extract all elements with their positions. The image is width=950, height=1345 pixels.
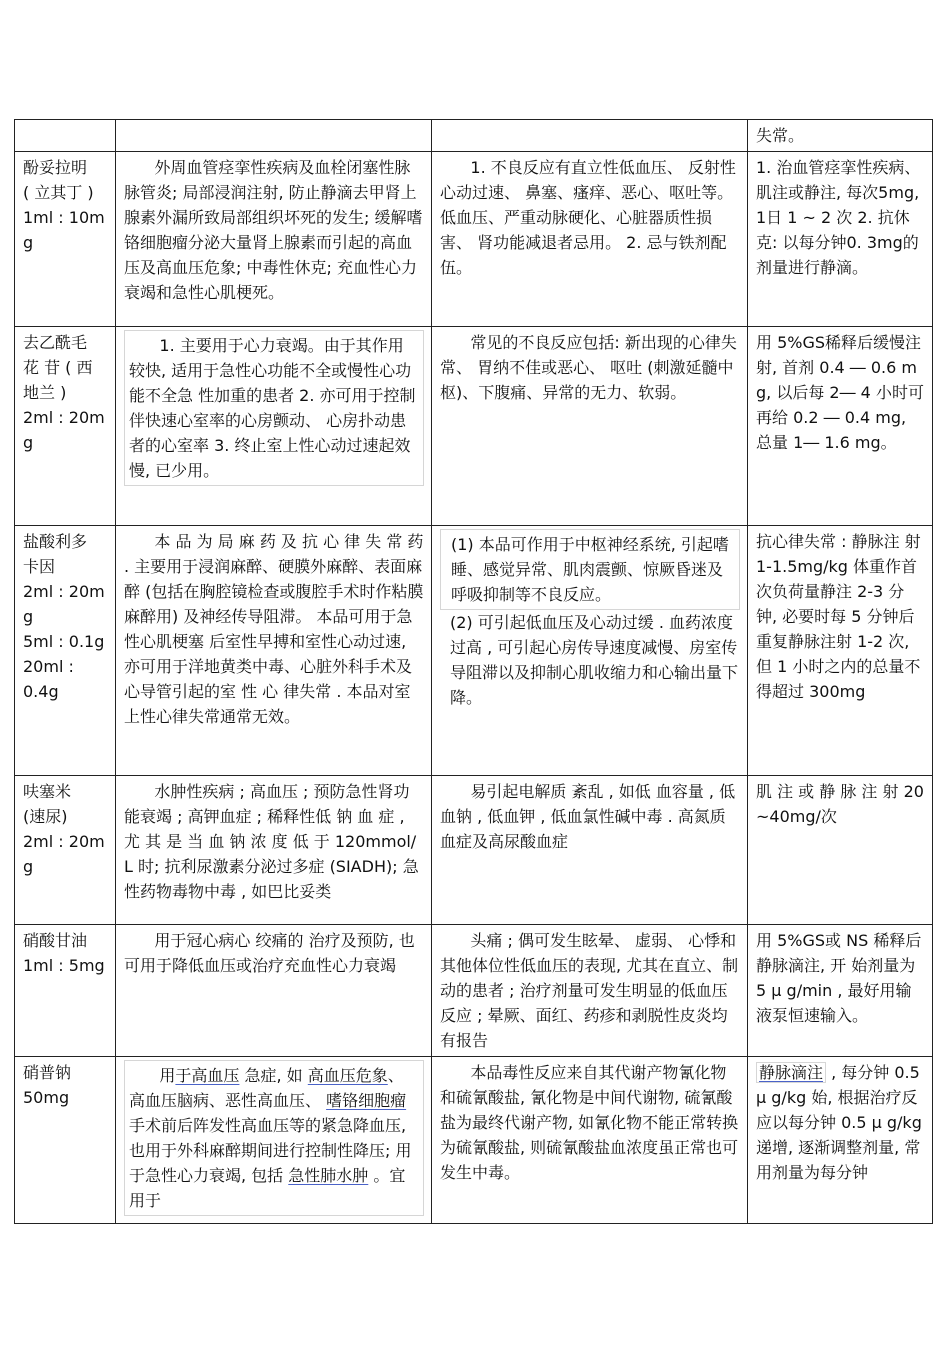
table-row xyxy=(15,152,933,327)
dosage-cell xyxy=(748,776,933,925)
drug-spec: 50mg xyxy=(23,1088,70,1107)
drug-spec: 2ml : 20mg xyxy=(23,408,105,452)
table-row xyxy=(15,1057,933,1224)
hyperlink-term[interactable]: 嗜铬细胞瘤 xyxy=(326,1091,407,1110)
drug-alias: (速尿) xyxy=(23,807,68,826)
drug-alias: 地兰 ) xyxy=(23,383,67,402)
drug-name: 酚妥拉明 xyxy=(23,158,88,177)
drug-name: 硝酸甘油 xyxy=(23,931,88,950)
hyperlink-term[interactable]: 高血压危象 xyxy=(307,1066,388,1085)
drug-name-cell xyxy=(15,1057,116,1224)
adverse-text: 易引起电解质 紊乱 , 如低 血容量 , 低血钠 , 低血钾 , 低血氯性碱中毒 . 高氮质血症及高尿酸血症 xyxy=(440,782,736,851)
drug-name-cell xyxy=(15,152,116,327)
text-segment: 、高血压脑病、恶性高血压、 xyxy=(129,1066,404,1110)
drug-name: 卡因 xyxy=(23,557,56,576)
indication-cell xyxy=(116,776,432,925)
indication-cell xyxy=(116,1057,432,1224)
text-segment: , 每分钟 0.5 μ g/kg 始, 根据治疗反应以每分钟 0.5 μ g/kg 递增, 逐渐调整剂量, 常用剂量为每分钟 xyxy=(756,1063,922,1182)
text-segment: 用 xyxy=(159,1066,176,1085)
indication-cell xyxy=(116,120,432,152)
drug-name-cell xyxy=(15,776,116,925)
drug-spec: 1ml : 5mg xyxy=(23,956,105,975)
drug-spec: 0.4g xyxy=(23,682,59,701)
indication-text: 用于冠心病心 绞痛的 治疗及预防, 也可用于降低血压或治疗充血性心力衰竭 xyxy=(124,931,415,975)
drug-name: 硝普钠 xyxy=(23,1063,72,1082)
indication-cell xyxy=(116,925,432,1057)
drug-spec: 5ml : 0.1g xyxy=(23,632,105,651)
table-row xyxy=(15,120,933,152)
drug-spec: 1ml : 10mg xyxy=(23,208,105,252)
drug-name-cell xyxy=(15,925,116,1057)
indication-text: 1. 主要用于心力衰竭。由于其作用较快, 适用于急性心功能不全或慢性心功能不全急 性加重的患者 2. 亦可用于控制伴快速心室率的心房颤动、 心房扑动患者的心室率 3. 终止室上性心动过速起效慢, 已少用。 xyxy=(124,330,424,486)
hyperlink-term[interactable]: 急性肺水肿 xyxy=(288,1166,369,1185)
adverse-cell xyxy=(432,1057,748,1224)
drug-name-cell xyxy=(15,327,116,526)
indication-text: 本 品 为 局 麻 药 及 抗 心 律 失 常 药 . 主要用于浸润麻醉、硬膜外麻醉、表面麻醉 (包括在胸腔镜检查或腹腔手术时作粘膜麻醉用) 及神经传导阻滞。 本品可用于急性心肌梗塞 后室性早搏和室性心动过速, 亦可用于洋地黄类中毒、心脏外科手术及心导管引起的室 性 心 律失常 . 本品对室上性心律失常通常无效。 xyxy=(124,532,424,726)
adverse-text: 常见的不良反应包括: 新出现的心律失常、 胃纳不佳或恶心、 呕吐 (刺激延髓中枢)、下腹痛、异常的无力、软弱。 xyxy=(440,333,737,402)
drug-name: 去乙酰毛 xyxy=(23,333,88,352)
adverse-cell xyxy=(432,776,748,925)
dosage-text: 肌 注 或 静 脉 注 射 20~40mg/次 xyxy=(756,782,924,826)
drug-table xyxy=(14,119,933,1224)
adverse-text: 本品毒性反应来自其代谢产物氰化物和硫氰酸盐, 氰化物是中间代谢物, 硫氰酸盐为最终代谢产物, 如氰化物不能正常转换为硫氰酸盐, 则硫氰酸盐血浓度虽正常也可发生中毒。 xyxy=(440,1063,739,1182)
drug-spec: 2ml : 20mg xyxy=(23,582,105,626)
text-segment: 。宜用于 xyxy=(129,1166,406,1210)
table-row xyxy=(15,776,933,925)
table-row xyxy=(15,327,933,526)
table-row xyxy=(15,925,933,1057)
adverse-cell xyxy=(432,925,748,1057)
drug-spec: 2ml : 20mg xyxy=(23,832,105,876)
dosage-cell xyxy=(748,925,933,1057)
dosage-text xyxy=(756,1060,925,1185)
dosage-text: 用 5%GS稀释后缓慢注射, 首剂 0.4 ― 0.6 mg, 以后每 2― 4 小时可再给 0.2 ― 0.4 mg, 总量 1― 1.6 mg。 xyxy=(756,333,924,452)
adverse-cell xyxy=(432,526,748,776)
indication-cell xyxy=(116,152,432,327)
dosage-text: 失常。 xyxy=(756,126,805,145)
adverse-cell xyxy=(432,152,748,327)
hyperlink-term[interactable]: 于高血压 xyxy=(175,1066,240,1085)
text-segment: 手术前后阵发性高血压等的紧急降血压, 也用于外科麻醉期间进行控制性降压; 用于急性心力衰竭, 包括 xyxy=(129,1116,412,1185)
adverse-text: 头痛 ; 偶可发生眩晕、 虚弱、 心悸和其他体位性低血压的表现, 尤其在直立、制动的患者 ; 治疗剂量可发生明显的低血压反应 ; 晕厥、面红、药疹和剥脱性皮炎均有报告 xyxy=(440,931,739,1050)
adverse-text: (2) 可引起低血压及心动过缓 . 血药浓度过高 , 可引起心房传导速度减慢、房室传导阻滞以及抑制心肌收缩力和心输出量下降。 xyxy=(450,613,739,707)
drug-alias: ( 立其丁 ) xyxy=(23,183,94,202)
dosage-text: 1. 治血管痉挛性疾病、肌注或静注, 每次5mg, 1日 1 ~ 2 次 2. 抗休克: 以每分钟0. 3mg的剂量进行静滴。 xyxy=(756,158,921,277)
text-segment: 急症, 如 xyxy=(239,1066,308,1085)
dosage-text: 用 5%GS或 NS 稀释后静脉滴注, 开 始剂量为 5 μ g/min , 最好用输液泵恒速输入。 xyxy=(756,931,922,1025)
adverse-cell xyxy=(432,327,748,526)
drug-name: 花 苷 ( 西 xyxy=(23,358,93,377)
drug-name: 呋塞米 xyxy=(23,782,72,801)
dosage-cell xyxy=(748,526,933,776)
indication-text xyxy=(124,1060,424,1216)
indication-text: 外周血管痉挛性疾病及血栓闭塞性脉脉管炎; 局部浸润注射, 防止静滴去甲肾上腺素外漏所致局部组织坏死的发生; 缓解嗜铬细胞瘤分泌大量肾上腺素而引起的高血压及高血压危象; 中毒性休克; 充血性心力衰竭和急性心肌梗死。 xyxy=(124,158,423,302)
indication-cell xyxy=(116,526,432,776)
dosage-text: 抗心律失常 : 静脉注 射 1-1.5mg/kg 体重作首次负荷量静注 2-3 分钟, 必要时每 5 分钟后重复静脉注射 1-2 次, 但 1 小时之内的总量不得超过 300mg xyxy=(756,532,921,701)
drug-name-cell xyxy=(15,120,116,152)
adverse-text: 1. 不良反应有直立性低血压、 反射性心动过速、 鼻塞、瘙痒、恶心、呕吐等。低血压、严重动脉硬化、心脏器质性损害、 肾功能减退者忌用。 2. 忌与铁剂配伍。 xyxy=(440,158,736,277)
dosage-cell xyxy=(748,152,933,327)
dosage-cell xyxy=(748,1057,933,1224)
indication-cell xyxy=(116,327,432,526)
indication-text: 水肿性疾病 ; 高血压 ; 预防急性肾功能衰竭 ; 高钾血症 ; 稀释性低 钠 血 症 , 尤 其 是 当 血 钠 浓 度 低 于 120mmol/L 时; 抗利尿激素分泌过多症 (SIADH); 急性药物毒物中毒 , 如巴比妥类 xyxy=(124,782,419,901)
drug-name-cell xyxy=(15,526,116,776)
drug-name: 盐酸利多 xyxy=(23,532,88,551)
hyperlink-term[interactable]: 静脉滴注 xyxy=(756,1062,826,1083)
drug-spec: 20ml : xyxy=(23,657,74,676)
adverse-cell xyxy=(432,120,748,152)
adverse-text: (1) 本品可作用于中枢神经系统, 引起嗜睡、感觉异常、肌肉震颤、惊厥昏迷及呼吸抑制等不良反应。 xyxy=(440,529,740,610)
dosage-cell xyxy=(748,120,933,152)
dosage-cell xyxy=(748,327,933,526)
table-row xyxy=(15,526,933,776)
